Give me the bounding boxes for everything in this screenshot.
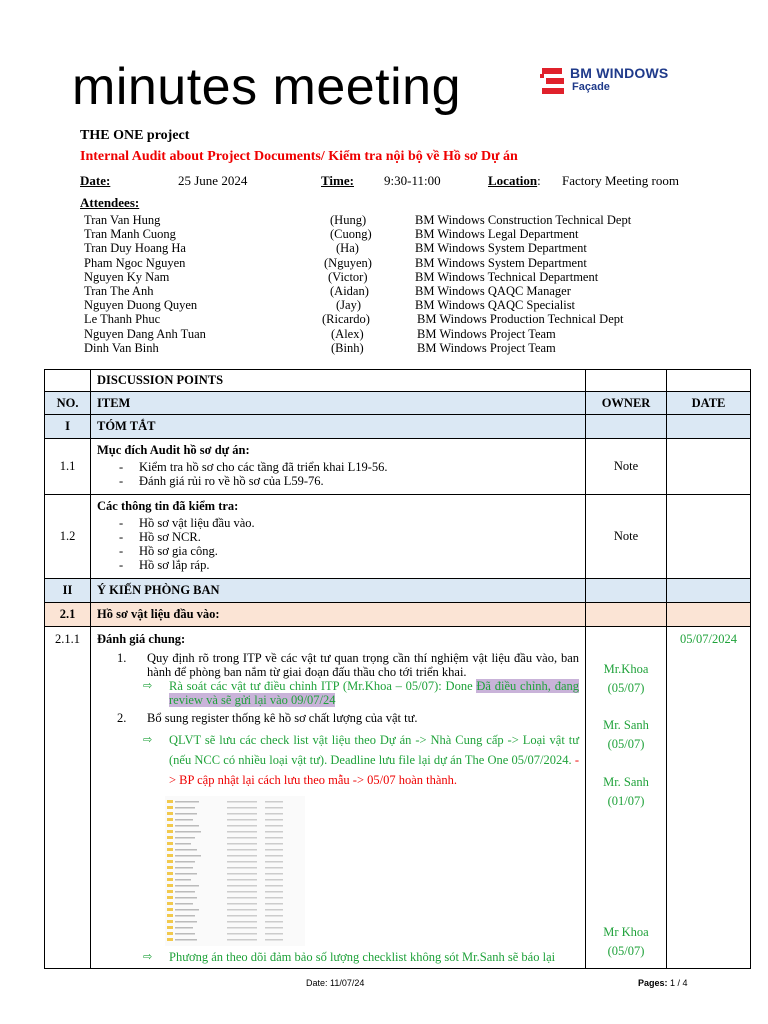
row-content [91,627,586,969]
list-item [97,711,579,790]
col-date: DATE [667,392,751,415]
table-header-discussion [45,370,751,392]
item-number: 1. [117,651,127,665]
date-label: Date: [80,173,111,188]
footer-date: Date: 11/07/24 [306,978,365,988]
numbered-list [97,651,579,790]
table-row-1-1 [45,439,751,495]
footer-pages: Pages: 1 / 4 [638,978,688,988]
row-number: 2.1.1 [45,627,91,969]
action-note: ⇨ QLVT sẽ lưu các check list vật liệu theo Dự án -> Nhà Cung cấp -> Loại vật tư (nếu NCC có nhiều loại vật tư). Deadline lưu file lại dự án The One 05/07/2024. -> BP cập nhật lại cách lưu theo mẫu -> 05/07 hoàn thành. [97,730,579,790]
location-value: Factory Meeting room [562,173,679,188]
time-label: Time: [321,173,354,188]
subsection-row-2-1 [45,603,751,627]
discussion-table [44,369,751,969]
folder-list-screenshot [165,796,305,946]
list-item: - Hồ sơ gia công. [113,544,579,558]
project-name: THE ONE project [80,128,190,143]
date-cell: 05/07/2024 [667,627,751,969]
subsection-number: 2.1 [45,603,91,627]
action-note: ⇨ Phương án theo dõi đảm bảo số lượng checklist không sót Mr.Sanh sẽ báo lại [143,950,556,964]
table-row-2-1-1 [45,627,751,969]
list-item: - Hồ sơ lắp ráp. [113,558,579,572]
location-label: Location: [488,173,541,188]
owner-khoa: Mr.Khoa (05/07) [603,662,649,695]
logo-sub: Façade [572,81,610,93]
owner-khoa: Mr Khoa (05/07) [603,925,649,958]
bm-logo-icon [540,66,566,96]
section-number: I [45,415,91,439]
meeting-subtitle: Internal Audit about Project Documents/ Kiểm tra nội bộ về Hồ sơ Dự án [80,149,518,164]
folder-icon [165,796,305,946]
discussion-points-label: DISCUSSION POINTS [91,370,586,392]
row-title: Các thông tin đã kiểm tra: [97,499,239,513]
item-text: Bổ sung register thống kê hồ sơ chất lượng của vật tư. [147,711,418,725]
owner-sanh: Mr. Sanh (01/07) [603,775,649,808]
owner-sanh: Mr. Sanh (05/07) [603,718,649,751]
table-row-1-2 [45,495,751,579]
section-title: Ý KIẾN PHÒNG BAN [91,579,586,603]
item-text: Quy định rõ trong ITP về các vật tư quan trọng cần thí nghiệm vật liệu đầu vào, ban hành để phòng ban nắm từ giai đoạn đấu thầu cho tới triển khai. [147,651,579,679]
double-arrow-icon: ⇨ [143,679,153,692]
row-content [91,495,586,579]
list-item [97,651,579,707]
list-item: - Kiểm tra hồ sơ cho các tầng đã triển khai L19-56. [113,460,579,474]
section-title: TÓM TẮT [91,415,586,439]
table-header-columns [45,392,751,415]
subsection-title: Hồ sơ vật liệu đầu vào: [91,603,586,627]
logo-brand: BM WINDOWS [570,65,669,81]
list-item: - Hồ sơ vật liệu đầu vào. [113,516,579,530]
owner-cell [586,627,667,969]
section-row-2 [45,579,751,603]
owner-note: Note [586,439,667,495]
bullet-list [113,516,579,572]
date-value: 25 June 2024 [178,173,248,188]
double-arrow-icon: ⇨ [143,733,153,746]
action-note: ⇨ Rà soát các vật tư điều chỉnh ITP (Mr.Khoa – 05/07): Done Đã điều chỉnh, đang review và sẽ gửi lại vào 09/07/24 [143,679,579,707]
attendees-heading: Attendees: [80,195,140,210]
list-item: - Đánh giá rủi ro về hồ sơ của L59-76. [113,474,579,488]
item-number: 2. [117,711,127,725]
double-arrow-icon: ⇨ [143,950,153,963]
section-number: II [45,579,91,603]
row-content [91,439,586,495]
bm-windows-logo [540,64,690,100]
time-value: 9:30-11:00 [384,173,441,188]
row-number: 1.1 [45,439,91,495]
list-item: - Hồ sơ NCR. [113,530,579,544]
section-row-1 [45,415,751,439]
owner-note: Note [586,495,667,579]
col-no: NO. [45,392,91,415]
col-item: ITEM [91,392,586,415]
page-title: minutes meeting [72,58,462,116]
row-title: Đánh giá chung: [97,632,186,646]
bullet-list [113,460,579,488]
row-number: 1.2 [45,495,91,579]
row-title: Mục đích Audit hồ sơ dự án: [97,443,250,457]
col-owner: OWNER [586,392,667,415]
